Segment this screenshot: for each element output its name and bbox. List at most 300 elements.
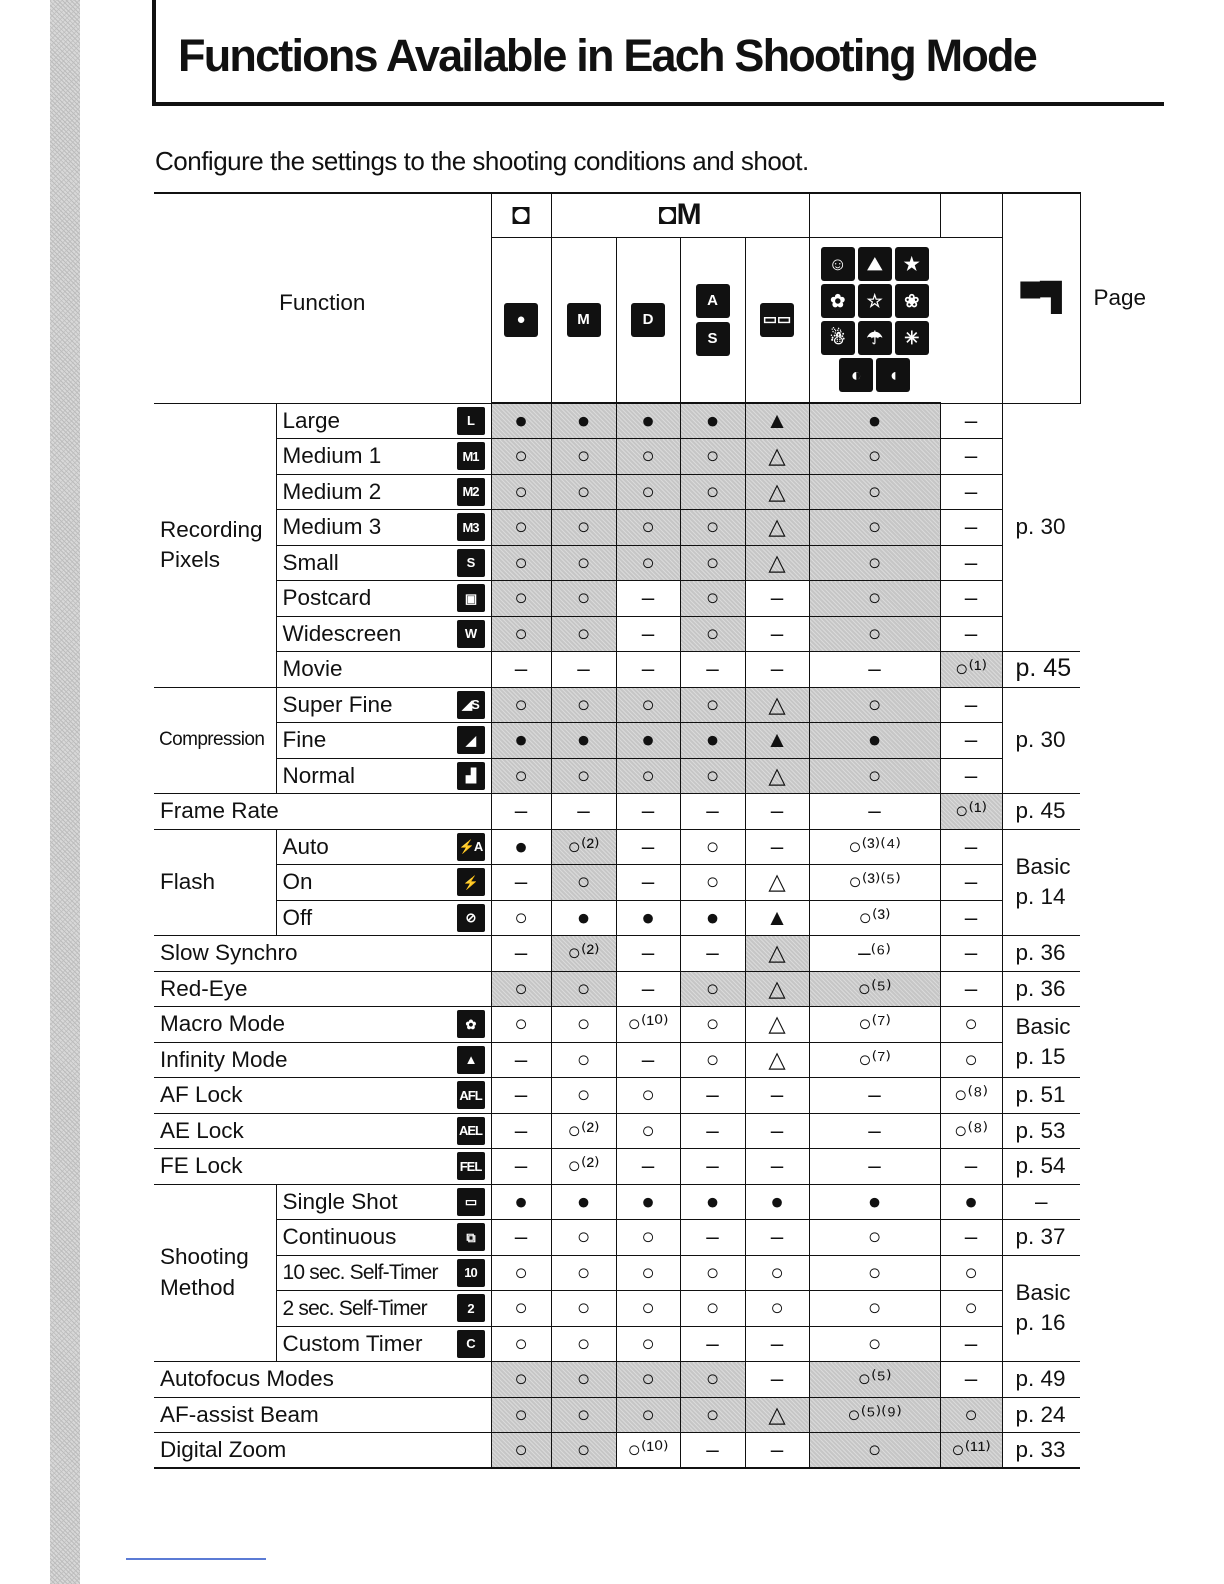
group-flash: Flash: [154, 829, 276, 936]
availability-cell: –: [809, 1078, 940, 1114]
availability-cell: ○: [616, 1291, 680, 1327]
availability-cell: –: [491, 1113, 551, 1149]
availability-cell: ○: [551, 1007, 616, 1043]
availability-cell: –: [491, 1220, 551, 1256]
availability-cell: ●: [680, 723, 745, 759]
availability-cell: –: [491, 1042, 551, 1078]
availability-cell: ○: [809, 439, 940, 475]
label-text: Large: [282, 407, 341, 433]
availability-cell: ○: [551, 1397, 616, 1433]
availability-cell: △: [745, 865, 809, 901]
label-text: Continuous: [282, 1224, 397, 1249]
availability-cell: –: [491, 1078, 551, 1114]
availability-cell: ○: [616, 545, 680, 581]
availability-cell: –: [491, 936, 551, 972]
availability-cell: ○: [809, 474, 940, 510]
row-label: [154, 1007, 491, 1043]
availability-cell: ○⁽⁸⁾: [940, 1078, 1002, 1114]
availability-cell: ○: [551, 1042, 616, 1078]
availability-cell: ○: [680, 1042, 745, 1078]
landscape-scene-icon: ⛰: [858, 247, 892, 281]
label-text: Medium 3: [282, 514, 382, 539]
row-label: [276, 723, 491, 759]
table-row: [154, 1326, 1080, 1362]
availability-cell: △: [745, 545, 809, 581]
availability-cell: –: [616, 971, 680, 1007]
availability-cell: –: [616, 794, 680, 830]
availability-cell: ○⁽²⁾: [551, 829, 616, 865]
availability-cell: ○: [491, 439, 551, 475]
row-label: [276, 687, 491, 723]
availability-cell: ○: [491, 545, 551, 581]
table-row: [154, 687, 1080, 723]
availability-cell: ○: [491, 1007, 551, 1043]
availability-cell: –: [809, 794, 940, 830]
availability-cell: –: [745, 652, 809, 688]
availability-cell: –: [616, 616, 680, 652]
availability-cell: ●: [491, 829, 551, 865]
page-title: Functions Available in Each Shooting Mode: [178, 30, 1036, 81]
availability-cell: △: [745, 1007, 809, 1043]
availability-cell: ○: [551, 1326, 616, 1362]
row-label: [276, 1220, 491, 1256]
availability-cell: ○: [680, 439, 745, 475]
availability-cell: –: [940, 829, 1002, 865]
availability-cell: ○: [491, 687, 551, 723]
page-ref: p. 30: [1002, 687, 1080, 794]
row-label: [276, 474, 491, 510]
row-label: [276, 1255, 491, 1291]
availability-cell: ○⁽⁷⁾: [809, 1007, 940, 1043]
availability-cell: ○: [491, 1255, 551, 1291]
availability-cell: ○: [680, 829, 745, 865]
manual-group-header-spacer: [809, 193, 940, 237]
availability-cell: ○: [551, 439, 616, 475]
label-text: Widescreen: [282, 620, 402, 646]
availability-cell: –: [680, 794, 745, 830]
availability-cell: △: [745, 510, 809, 546]
label-text: Small: [282, 549, 339, 575]
availability-cell: –: [940, 1362, 1002, 1398]
label-text: Normal: [282, 762, 356, 788]
availability-cell: ○: [616, 1326, 680, 1362]
availability-cell: ○⁽¹⁰⁾: [616, 1433, 680, 1469]
availability-cell: ○: [551, 865, 616, 901]
availability-cell: –: [680, 1149, 745, 1185]
table-row: [154, 510, 1080, 546]
flash-off-icon: ⊘: [457, 904, 485, 932]
mode-stitch-col: [745, 237, 809, 403]
availability-cell: ○⁽⁵⁾⁽⁹⁾: [809, 1397, 940, 1433]
label-text: AE Lock: [160, 1117, 244, 1143]
availability-cell: –: [940, 616, 1002, 652]
table-row: [154, 1042, 1080, 1078]
availability-cell: ○: [616, 439, 680, 475]
availability-cell: ○: [616, 1362, 680, 1398]
large-icon: L: [457, 407, 485, 435]
night-scene-icon: ★: [895, 247, 929, 281]
label-text: On: [282, 869, 313, 894]
availability-cell: ●: [491, 403, 551, 439]
label-text: AF Lock: [160, 1082, 243, 1107]
row-label: [276, 439, 491, 475]
intro-text: Configure the settings to the shooting conditions and shoot.: [155, 146, 809, 176]
availability-cell: ●: [940, 1184, 1002, 1220]
row-label: [276, 403, 491, 439]
availability-cell: –: [940, 758, 1002, 794]
indoor-scene-icon: ❀: [895, 284, 929, 318]
row-label: [154, 1113, 491, 1149]
row-label: Red-Eye: [154, 971, 491, 1007]
availability-cell: –: [616, 829, 680, 865]
availability-cell: ○⁽²⁾: [551, 1149, 616, 1185]
availability-cell: ●: [551, 900, 616, 936]
table-row: [154, 971, 1080, 1007]
availability-cell: ○⁽²⁾: [551, 936, 616, 972]
availability-cell: –: [745, 1113, 809, 1149]
header-row-top: Function ◘ ◘M ▀▜ Page: [154, 193, 1080, 237]
availability-cell: –: [940, 936, 1002, 972]
medium2-icon: M2: [457, 478, 485, 506]
availability-cell: ○: [551, 1220, 616, 1256]
availability-cell: –: [616, 1042, 680, 1078]
availability-cell: –: [680, 1078, 745, 1114]
single-shot-icon: ▭: [457, 1188, 485, 1216]
availability-cell: ○⁽⁵⁾: [809, 1362, 940, 1398]
fine-icon: ◢: [457, 726, 485, 754]
self-timer-2-icon: 2: [457, 1294, 485, 1322]
availability-cell: –: [616, 652, 680, 688]
availability-cell: –: [940, 545, 1002, 581]
availability-cell: –: [745, 1362, 809, 1398]
table-row: [154, 865, 1080, 901]
page-ref: p. 54: [1002, 1149, 1080, 1185]
manual-mode-icon: M: [567, 303, 601, 337]
availability-cell: ●: [491, 723, 551, 759]
availability-cell: ○: [616, 1255, 680, 1291]
table-row: [154, 581, 1080, 617]
availability-cell: ○: [940, 1042, 1002, 1078]
table-row: [154, 1291, 1080, 1327]
row-label: [276, 865, 491, 901]
table-row: [154, 474, 1080, 510]
availability-cell: ●: [616, 723, 680, 759]
page-ref: p. 36: [1002, 936, 1080, 972]
color-swap-icon: S: [696, 322, 730, 356]
movie-camera-icon: ▀▜: [1020, 282, 1062, 314]
page-ref: p. 24: [1002, 1397, 1080, 1433]
page-ref: p. 53: [1002, 1113, 1080, 1149]
availability-cell: ○: [491, 971, 551, 1007]
availability-cell: ○: [680, 581, 745, 617]
availability-cell: ●: [680, 1184, 745, 1220]
availability-cell: ○: [809, 1255, 940, 1291]
availability-cell: ○: [551, 474, 616, 510]
availability-cell: –: [940, 439, 1002, 475]
availability-cell: △: [745, 758, 809, 794]
table-row: [154, 1220, 1080, 1256]
af-lock-icon: AFL: [457, 1081, 485, 1109]
availability-cell: –: [680, 652, 745, 688]
availability-cell: ○: [491, 474, 551, 510]
availability-cell: –: [940, 687, 1002, 723]
availability-cell: ○: [940, 1291, 1002, 1327]
label-text: Postcard: [282, 585, 372, 610]
availability-cell: –: [940, 581, 1002, 617]
table-row: [154, 1149, 1080, 1185]
availability-cell: –: [940, 510, 1002, 546]
label-text: Recording Pixels: [160, 516, 263, 572]
availability-cell: ○: [551, 545, 616, 581]
availability-cell: –: [940, 1326, 1002, 1362]
availability-cell: △: [745, 1042, 809, 1078]
availability-cell: ○: [491, 1397, 551, 1433]
table-row: [154, 1362, 1080, 1398]
availability-cell: ○: [940, 1397, 1002, 1433]
availability-cell: ○: [616, 1220, 680, 1256]
availability-cell: –: [745, 616, 809, 652]
availability-cell: △: [745, 971, 809, 1007]
availability-cell: ○: [745, 1291, 809, 1327]
page-ref: p. 45: [1002, 794, 1080, 830]
availability-cell: ○⁽⁷⁾: [809, 1042, 940, 1078]
page-ref: p. 33: [1002, 1433, 1080, 1469]
page-ref: p. 45: [1002, 652, 1080, 688]
availability-cell: ○: [551, 616, 616, 652]
label-text: Single Shot: [282, 1188, 398, 1214]
function-header: Function: [154, 193, 491, 403]
page-ref: [1002, 1007, 1080, 1078]
auto-group-header: [491, 193, 551, 237]
availability-cell: ○: [491, 581, 551, 617]
availability-cell: ●: [680, 403, 745, 439]
small-icon: S: [457, 549, 485, 577]
availability-cell: ●: [551, 403, 616, 439]
availability-cell: ○: [680, 1362, 745, 1398]
availability-cell: –: [680, 1326, 745, 1362]
camera-manual-icon: ◘: [658, 198, 677, 232]
availability-cell: ○: [491, 1433, 551, 1469]
availability-cell: –: [809, 1149, 940, 1185]
row-label: [276, 1291, 491, 1327]
availability-cell: ○⁽³⁾⁽⁵⁾: [809, 865, 940, 901]
row-label: [276, 1184, 491, 1220]
table-row: [154, 758, 1080, 794]
availability-cell: ○⁽⁸⁾: [940, 1113, 1002, 1149]
digital-macro-icon: D: [631, 303, 665, 337]
row-label: [276, 900, 491, 936]
availability-cell: ○: [680, 1397, 745, 1433]
availability-cell: ○: [680, 758, 745, 794]
availability-cell: ○: [551, 758, 616, 794]
availability-cell: ○: [616, 1078, 680, 1114]
availability-cell: ○: [809, 1433, 940, 1469]
availability-cell: –: [745, 1149, 809, 1185]
medium1-icon: M1: [457, 442, 485, 470]
snow-scene-icon: ☃: [821, 321, 855, 355]
availability-cell: –: [491, 652, 551, 688]
table-row: [154, 1078, 1080, 1114]
availability-cell: ●: [551, 723, 616, 759]
label-text: Custom Timer: [282, 1330, 423, 1356]
availability-cell: –: [940, 403, 1002, 439]
availability-cell: ○: [745, 1255, 809, 1291]
foliage-scene-icon: ✿: [821, 284, 855, 318]
normal-icon: ▟: [457, 762, 485, 790]
flash-auto-icon: ⚡A: [457, 833, 485, 861]
macro-icon: ✿: [457, 1010, 485, 1038]
availability-cell: ○⁽¹¹⁾: [940, 1433, 1002, 1469]
label-text: FE Lock: [160, 1153, 243, 1178]
scene-group-header: [940, 193, 1002, 237]
auto-mode-icon: ●: [504, 303, 538, 337]
availability-cell: ▲: [745, 723, 809, 759]
availability-cell: ○: [551, 687, 616, 723]
availability-cell: ○⁽³⁾: [809, 900, 940, 936]
mode-digital-macro-col: [616, 237, 680, 403]
availability-cell: △: [745, 1397, 809, 1433]
availability-cell: ○: [491, 1326, 551, 1362]
page-ref: p. 30: [1002, 403, 1080, 652]
row-label: Slow Synchro: [154, 936, 491, 972]
page-ref: p. 36: [1002, 971, 1080, 1007]
availability-cell: ○: [680, 545, 745, 581]
mode-color-col: [680, 237, 745, 403]
fe-lock-icon: FEL: [457, 1152, 485, 1180]
table-row: [154, 652, 1080, 688]
availability-cell: –: [809, 1113, 940, 1149]
table-row: [154, 403, 1080, 439]
availability-cell: –: [745, 794, 809, 830]
availability-cell: –: [680, 1220, 745, 1256]
availability-cell: ▲: [745, 900, 809, 936]
row-label: AF-assist Beam: [154, 1397, 491, 1433]
availability-cell: ○: [680, 865, 745, 901]
availability-cell: △: [745, 474, 809, 510]
mode-scene-col: [809, 237, 940, 403]
kids-pets-scene-icon: ☆: [858, 284, 892, 318]
availability-cell: ○: [616, 758, 680, 794]
table-row: [154, 936, 1080, 972]
availability-cell: ○: [809, 687, 940, 723]
title-box: [152, 0, 1164, 106]
availability-cell: ○: [491, 510, 551, 546]
row-label: Autofocus Modes: [154, 1362, 491, 1398]
group-compression: Compression: [154, 687, 276, 794]
label-text: Macro Mode: [160, 1011, 286, 1036]
availability-cell: –: [940, 1149, 1002, 1185]
page-ref: [1002, 829, 1080, 936]
availability-cell: ●: [809, 723, 940, 759]
availability-cell: –: [940, 474, 1002, 510]
availability-cell: ○: [940, 1255, 1002, 1291]
availability-cell: –: [745, 1078, 809, 1114]
availability-cell: –: [616, 1149, 680, 1185]
fireworks-scene-icon: ✳: [895, 321, 929, 355]
availability-cell: –: [809, 652, 940, 688]
label-text: Fine: [282, 727, 327, 752]
availability-cell: ○: [491, 900, 551, 936]
row-label: Frame Rate: [154, 794, 491, 830]
table-row: [154, 723, 1080, 759]
availability-cell: ○: [680, 687, 745, 723]
availability-cell: ○: [680, 1007, 745, 1043]
availability-cell: ○: [809, 1326, 940, 1362]
availability-cell: –⁽⁶⁾: [809, 936, 940, 972]
availability-cell: ▲: [745, 403, 809, 439]
medium3-icon: M3: [457, 513, 485, 541]
table-row: [154, 616, 1080, 652]
table-row: [154, 1397, 1080, 1433]
availability-cell: ○: [551, 1255, 616, 1291]
page-edge-strip: [50, 0, 80, 1584]
row-label: [276, 829, 491, 865]
label-text: Infinity Mode: [160, 1046, 288, 1072]
color-accent-icon: A: [696, 284, 730, 318]
table-row: [154, 1184, 1080, 1220]
continuous-icon: ⧉: [457, 1223, 485, 1251]
availability-cell: –: [491, 1149, 551, 1185]
label-text: Basic p. 14: [1015, 853, 1071, 910]
availability-cell: –: [745, 829, 809, 865]
custom-timer-icon: C: [457, 1330, 485, 1358]
table-row: [154, 794, 1080, 830]
availability-cell: ○⁽²⁾: [551, 1113, 616, 1149]
aquarium-scene-icon: ◐: [839, 358, 873, 392]
label-text: Basic p. 16: [1015, 1279, 1071, 1336]
flash-on-icon: ⚡: [457, 868, 485, 896]
availability-cell: ○: [680, 510, 745, 546]
page-ref: p. 51: [1002, 1078, 1080, 1114]
label-text: Auto: [282, 833, 329, 859]
availability-cell: △: [745, 439, 809, 475]
availability-cell: ○: [616, 687, 680, 723]
availability-cell: ○: [680, 474, 745, 510]
row-label: [276, 545, 491, 581]
manual-group-header: [551, 193, 809, 237]
availability-cell: –: [940, 865, 1002, 901]
availability-cell: ○: [551, 1433, 616, 1469]
availability-cell: ●: [551, 1184, 616, 1220]
availability-cell: ○: [809, 1220, 940, 1256]
availability-cell: ●: [616, 1184, 680, 1220]
availability-cell: –: [680, 1113, 745, 1149]
row-label: Digital Zoom: [154, 1433, 491, 1469]
availability-cell: ○: [809, 758, 940, 794]
group-recording-pixels: [154, 403, 276, 687]
table-row: [154, 1007, 1080, 1043]
availability-cell: –: [940, 1220, 1002, 1256]
availability-cell: ○: [809, 1291, 940, 1327]
availability-cell: ○: [491, 758, 551, 794]
availability-cell: ○: [551, 1078, 616, 1114]
label-text: Basic p. 15: [1015, 1013, 1071, 1069]
widescreen-icon: W: [457, 620, 485, 648]
row-label: [154, 1149, 491, 1185]
infinity-icon: ▲: [457, 1046, 485, 1074]
availability-cell: ●: [809, 403, 940, 439]
table-row: [154, 900, 1080, 936]
availability-cell: ○: [809, 510, 940, 546]
label-text: Medium 2: [282, 478, 382, 504]
availability-cell: –: [940, 971, 1002, 1007]
super-fine-icon: ◢S: [457, 691, 485, 719]
label-text: 10 sec. Self-Timer: [282, 1261, 438, 1285]
row-label: [276, 510, 491, 546]
availability-cell: ○: [551, 581, 616, 617]
label-text: Super Fine: [282, 691, 393, 717]
label-text: Medium 1: [282, 443, 382, 468]
